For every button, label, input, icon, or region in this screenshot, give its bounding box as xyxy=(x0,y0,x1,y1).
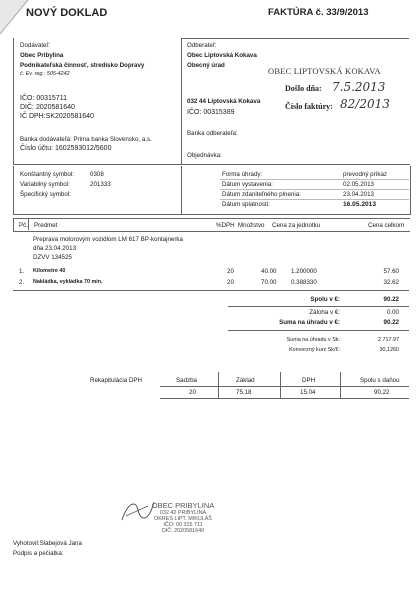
received-date: 7.5.2013 xyxy=(332,80,386,94)
row-name: Kilometre 40 xyxy=(33,268,66,274)
row-qty: 40.00 xyxy=(261,268,277,275)
stamp-line-4: IČO: 00 315 711 xyxy=(163,522,203,528)
col-total: Cena celkom xyxy=(368,222,405,229)
col-num-divider xyxy=(28,218,29,230)
recap-line-bottom xyxy=(160,398,409,399)
due-date-value: 16.05.2013 xyxy=(343,201,377,208)
recap-vat: 15.04 xyxy=(300,389,316,396)
var-symbol-label: Variabilný symbol: xyxy=(20,181,70,188)
description-line-1: Preprava motorovým vozidlom LM 617 BP-kontajnerka xyxy=(33,236,183,243)
supplier-icdph: IČ DPH:SK2020581640 xyxy=(20,113,94,120)
items-header xyxy=(13,218,410,232)
recap-rate: 20 xyxy=(189,389,196,396)
recap-col-2 xyxy=(280,372,281,398)
recap-vat-header: DPH xyxy=(302,377,316,384)
row-total: 32.62 xyxy=(383,279,399,286)
recap-rate-header: Sadzba xyxy=(176,377,197,384)
doc-title: NOVÝ DOKLAD xyxy=(26,7,108,19)
stamp-line-5: DIČ: 2020581640 xyxy=(161,528,205,534)
received-label: Došlo dňa: xyxy=(285,84,322,93)
table-row xyxy=(13,279,409,289)
supplier-section xyxy=(20,42,178,152)
row-vat: 20 xyxy=(227,268,234,275)
totals-line-1 xyxy=(228,306,409,307)
recap-sum: 90.22 xyxy=(374,389,390,396)
customer-top-line xyxy=(181,38,409,39)
customer-label: Odberateľ: xyxy=(187,42,217,49)
recap-col-1 xyxy=(218,372,219,398)
sk-label: Suma na úhradu v Sk: xyxy=(286,337,340,343)
col-vat: %DPH xyxy=(216,222,235,229)
customer-bank: Banka odberateľa: xyxy=(187,130,238,137)
payment-line-3 xyxy=(220,199,409,200)
amount-due-label: Suma na úhradu v €: xyxy=(279,319,340,326)
supplier-account: Číslo účtu: 1602593012/5600 xyxy=(20,145,112,152)
invoice-number-handwritten: 82/2013 xyxy=(340,97,390,111)
vat-recap-label: Rekapitulácia DPH xyxy=(90,377,142,384)
supplier-label: Dodávateľ: xyxy=(20,42,51,49)
row-num: 1. xyxy=(19,268,25,275)
folded-corner xyxy=(0,0,40,40)
invoice-number-label: Číslo faktúry: xyxy=(285,102,333,111)
customer-order: Objednávka: xyxy=(187,152,222,159)
issued-by: Vyhotovil:Slabejová Jana xyxy=(13,540,82,547)
spec-symbol-label: Špecifický symbol: xyxy=(20,191,71,198)
stamp-line-3: OKRES LIPT. MIKULÁŠ xyxy=(154,516,212,522)
recap-line-top xyxy=(160,386,409,387)
rate-value: 30,1260 xyxy=(379,347,399,353)
const-symbol-label: Konštantný symbol: xyxy=(20,171,74,178)
amount-due-value: 90.22 xyxy=(383,319,399,326)
invoice-title: FAKTÚRA č. 33/9/2013 xyxy=(268,7,369,18)
customer-office: Obecný úrad xyxy=(187,62,225,69)
table-row xyxy=(13,268,409,278)
payment-form-value: prevodný príkaz xyxy=(343,171,388,178)
recap-sum-header: Spolu s daňou xyxy=(360,377,400,384)
row-vat: 20 xyxy=(227,279,234,286)
taxable-label: Dátum zdaniteľného plnenia: xyxy=(222,191,301,198)
totals-line-2 xyxy=(228,330,409,331)
taxable-value: 23.04.2013 xyxy=(343,191,374,198)
recap-base: 75.18 xyxy=(236,389,252,396)
stamp-line-2: 032 42 PRIBYLINA xyxy=(159,510,207,516)
customer-name: Obec Liptovská Kokava xyxy=(187,52,257,59)
received-stamp: OBEC LIPTOVSKÁ KOKAVA xyxy=(268,66,381,76)
sum-label: Spolu v €: xyxy=(310,296,340,303)
row-num: 2. xyxy=(19,279,25,286)
deposit-label: Záloha v €: xyxy=(309,309,340,316)
issued-value: 02.05.2013 xyxy=(343,181,374,188)
col-num: Pč. xyxy=(19,222,28,229)
customer-ico: IČO: 00315389 xyxy=(187,109,235,116)
sum-value: 90.22 xyxy=(383,296,399,303)
header-divider xyxy=(181,38,182,164)
customer-address: 032 44 Liptovská Kokava xyxy=(187,98,261,105)
supplier-ico: IČO: 00315711 xyxy=(20,95,67,102)
supplier-dic: DIČ: 2020581640 xyxy=(20,104,75,111)
sk-value: 2 717.97 xyxy=(378,337,399,343)
description-line-2: dňa 23.04.2013 xyxy=(33,245,77,252)
col-qty: Množstvo xyxy=(238,222,265,229)
recap-base-header: Základ xyxy=(236,377,255,384)
signature-label: Podpis a pečiatka: xyxy=(13,550,64,557)
item-description xyxy=(33,236,183,261)
row-name: Nakládka, vykládka 70 min. xyxy=(33,279,103,285)
due-date-label: Dátum splatnosti: xyxy=(222,201,270,208)
payment-line-2 xyxy=(220,189,409,190)
stamp xyxy=(138,501,228,534)
issued-label: Dátum vystavenia: xyxy=(222,181,273,188)
rate-label: Konverzný kurz Sk/€: xyxy=(289,347,340,353)
description-line-3: DZVV 134525 xyxy=(33,254,72,261)
deposit-value: 0.00 xyxy=(386,309,399,316)
symbols-divider xyxy=(181,166,182,214)
const-symbol-value: 0308 xyxy=(90,171,104,178)
row-qty: 70.00 xyxy=(261,279,277,286)
stamp-line-1: OBEC PRIBYLINA xyxy=(151,501,215,510)
row-total: 57.60 xyxy=(383,268,399,275)
recap-col-3 xyxy=(340,372,341,398)
row-unit: 0.388330 xyxy=(291,279,317,286)
payment-form-label: Forma úhrady: xyxy=(222,171,263,178)
col-subject: Predmet xyxy=(34,222,58,229)
col-unit-price: Cena za jednotku xyxy=(272,222,321,229)
supplier-activity: Podnikateľská činnosť, stredisko Dopravy xyxy=(20,62,145,69)
var-symbol-value: 201333 xyxy=(90,181,111,188)
supplier-reg: č. Ev. reg.: 505-4242 xyxy=(20,71,70,77)
payment-line-1 xyxy=(220,179,409,180)
supplier-bank: Banka dodávateľa: Prima banka Slovensko, a.s. xyxy=(20,136,152,143)
supplier-name: Obec Pribylina xyxy=(20,52,64,59)
row-unit: 1.200000 xyxy=(291,268,317,275)
items-bottom-line xyxy=(13,290,409,291)
